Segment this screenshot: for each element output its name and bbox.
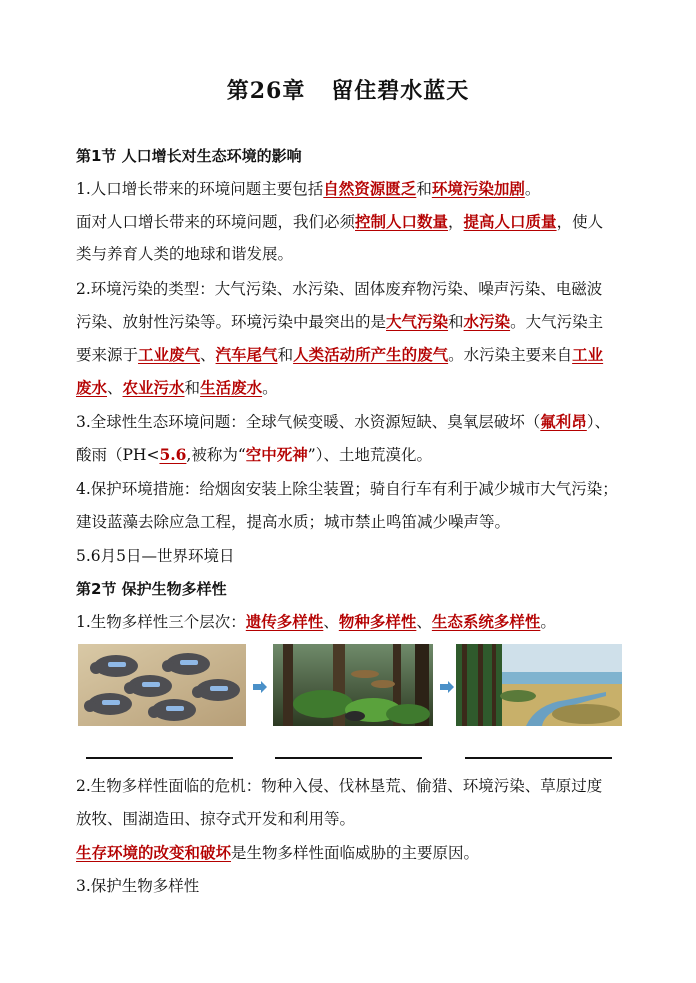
text: 要来源于 — [76, 346, 139, 364]
text: 1.生物多样性三个层次： — [76, 613, 246, 631]
highlight-text: 生存环境的改变和破坏 — [76, 843, 232, 862]
forest-illustration — [273, 644, 433, 726]
highlight-text: 物种多样性 — [338, 612, 417, 631]
text: 污染、放射性污染等。环境污染中最突出的是 — [76, 313, 387, 331]
highlight-text: 5.6 — [159, 445, 187, 464]
paragraph-2-line-2: 类与养育人类的地球和谐发展。 — [76, 245, 294, 263]
highlight-text: 工业废气 — [138, 345, 201, 364]
section-1-heading: 第1节 人口增长对生态环境的影响 — [76, 147, 302, 165]
answer-blank[interactable] — [275, 757, 422, 759]
text: 。大气污染主 — [510, 313, 604, 331]
paragraph-4-line-2 — [76, 445, 636, 465]
forest-species-image — [273, 644, 433, 726]
text: 3.全球性生态环境问题：全球气候变暖、水资源短缺、臭氧层破坏（ — [76, 413, 541, 431]
text: 。水污染主要来自 — [448, 346, 573, 364]
text: 1.人口增长带来的环境问题主要包括 — [76, 180, 324, 198]
text: 。 — [540, 613, 556, 631]
paragraph-6: 5.6月5日—世界环境日 — [76, 547, 235, 565]
paragraph-5-line-1: 4.保护环境措施：给烟囱安装上除尘装置；骑自行车有利于减少城市大气污染； — [76, 480, 618, 498]
highlight-text: 生活废水 — [200, 378, 263, 397]
arrow-right-icon — [253, 678, 267, 690]
paragraph-1 — [76, 179, 636, 199]
text: 酸雨（PH< — [76, 446, 160, 464]
paragraph-3-line-4 — [76, 378, 636, 398]
highlight-text: 遗传多样性 — [245, 612, 324, 631]
text: 。 — [262, 379, 278, 397]
chapter-title: 第26章 留住碧水蓝天 — [226, 78, 470, 104]
highlight-text: 水污染 — [463, 312, 511, 331]
text: 面对人口增长带来的环境问题，我们必须 — [76, 213, 356, 231]
text: 是生物多样性面临威胁的主要原因。 — [231, 844, 480, 862]
highlight-text: 环境污染加剧 — [431, 179, 525, 198]
highlight-text: 生态系统多样性 — [431, 612, 541, 631]
text: 和 — [277, 346, 294, 364]
highlight-text: 大气污染 — [386, 312, 449, 331]
text: 。 — [524, 180, 541, 198]
paragraph-3-line-2 — [76, 312, 636, 332]
ecosystem-image — [456, 644, 622, 726]
highlight-text: 人类活动所产生的废气 — [293, 345, 449, 364]
mice-illustration — [78, 644, 246, 726]
highlight-text: 氟利昂 — [540, 412, 587, 431]
text: 和 — [448, 313, 464, 331]
highlight-text: 控制人口数量 — [355, 212, 449, 231]
paragraph-protect: 3.保护生物多样性 — [76, 877, 200, 895]
text: ,被称为“ — [186, 446, 246, 464]
highlight-text: 废水 — [76, 378, 108, 397]
text: ”）、土地荒漠化。 — [307, 446, 432, 464]
highlight-text: 空中死神 — [245, 445, 308, 464]
answer-blank[interactable] — [465, 757, 612, 759]
biodiversity-levels — [76, 612, 636, 632]
text: 、 — [200, 346, 216, 364]
paragraph-5-line-2: 建设蓝藻去除应急工程，提高水质；城市禁止鸣笛减少噪声等。 — [76, 513, 511, 531]
answer-blank[interactable] — [86, 757, 233, 759]
text: ， — [448, 213, 464, 231]
paragraph-2-line-1 — [76, 212, 636, 232]
text: 、 — [416, 613, 432, 631]
biodiversity-image-row — [78, 644, 622, 726]
paragraph-main-cause — [76, 843, 636, 863]
arrow-right-icon — [440, 678, 454, 690]
paragraph-4-line-1 — [76, 412, 636, 432]
highlight-text: 农业污水 — [122, 378, 185, 397]
text: ，使人 — [556, 213, 604, 231]
text: 、 — [107, 379, 123, 397]
text: 和 — [184, 379, 201, 397]
text: ）、 — [586, 413, 611, 431]
ecosystem-illustration — [456, 644, 622, 726]
highlight-text: 工业 — [572, 345, 604, 364]
highlight-text: 提高人口质量 — [463, 212, 557, 231]
section-2-heading: 第2节 保护生物多样性 — [76, 580, 227, 598]
paragraph-3-line-3 — [76, 345, 636, 365]
paragraph-crisis-line-1: 2.生物多样性面临的危机：物种入侵、伐林垦荒、偷猎、环境污染、草原过度 — [76, 777, 603, 795]
text: 、 — [323, 613, 339, 631]
mice-image — [78, 644, 246, 726]
text: 和 — [416, 180, 432, 198]
paragraph-crisis-line-2: 放牧、围湖造田、掠夺式开发和利用等。 — [76, 810, 356, 828]
highlight-text: 自然资源匮乏 — [323, 179, 417, 198]
paragraph-3-line-1: 2.环境污染的类型：大气污染、水污染、固体废弃物污染、噪声污染、电磁波 — [76, 280, 603, 298]
highlight-text: 汽车尾气 — [215, 345, 278, 364]
